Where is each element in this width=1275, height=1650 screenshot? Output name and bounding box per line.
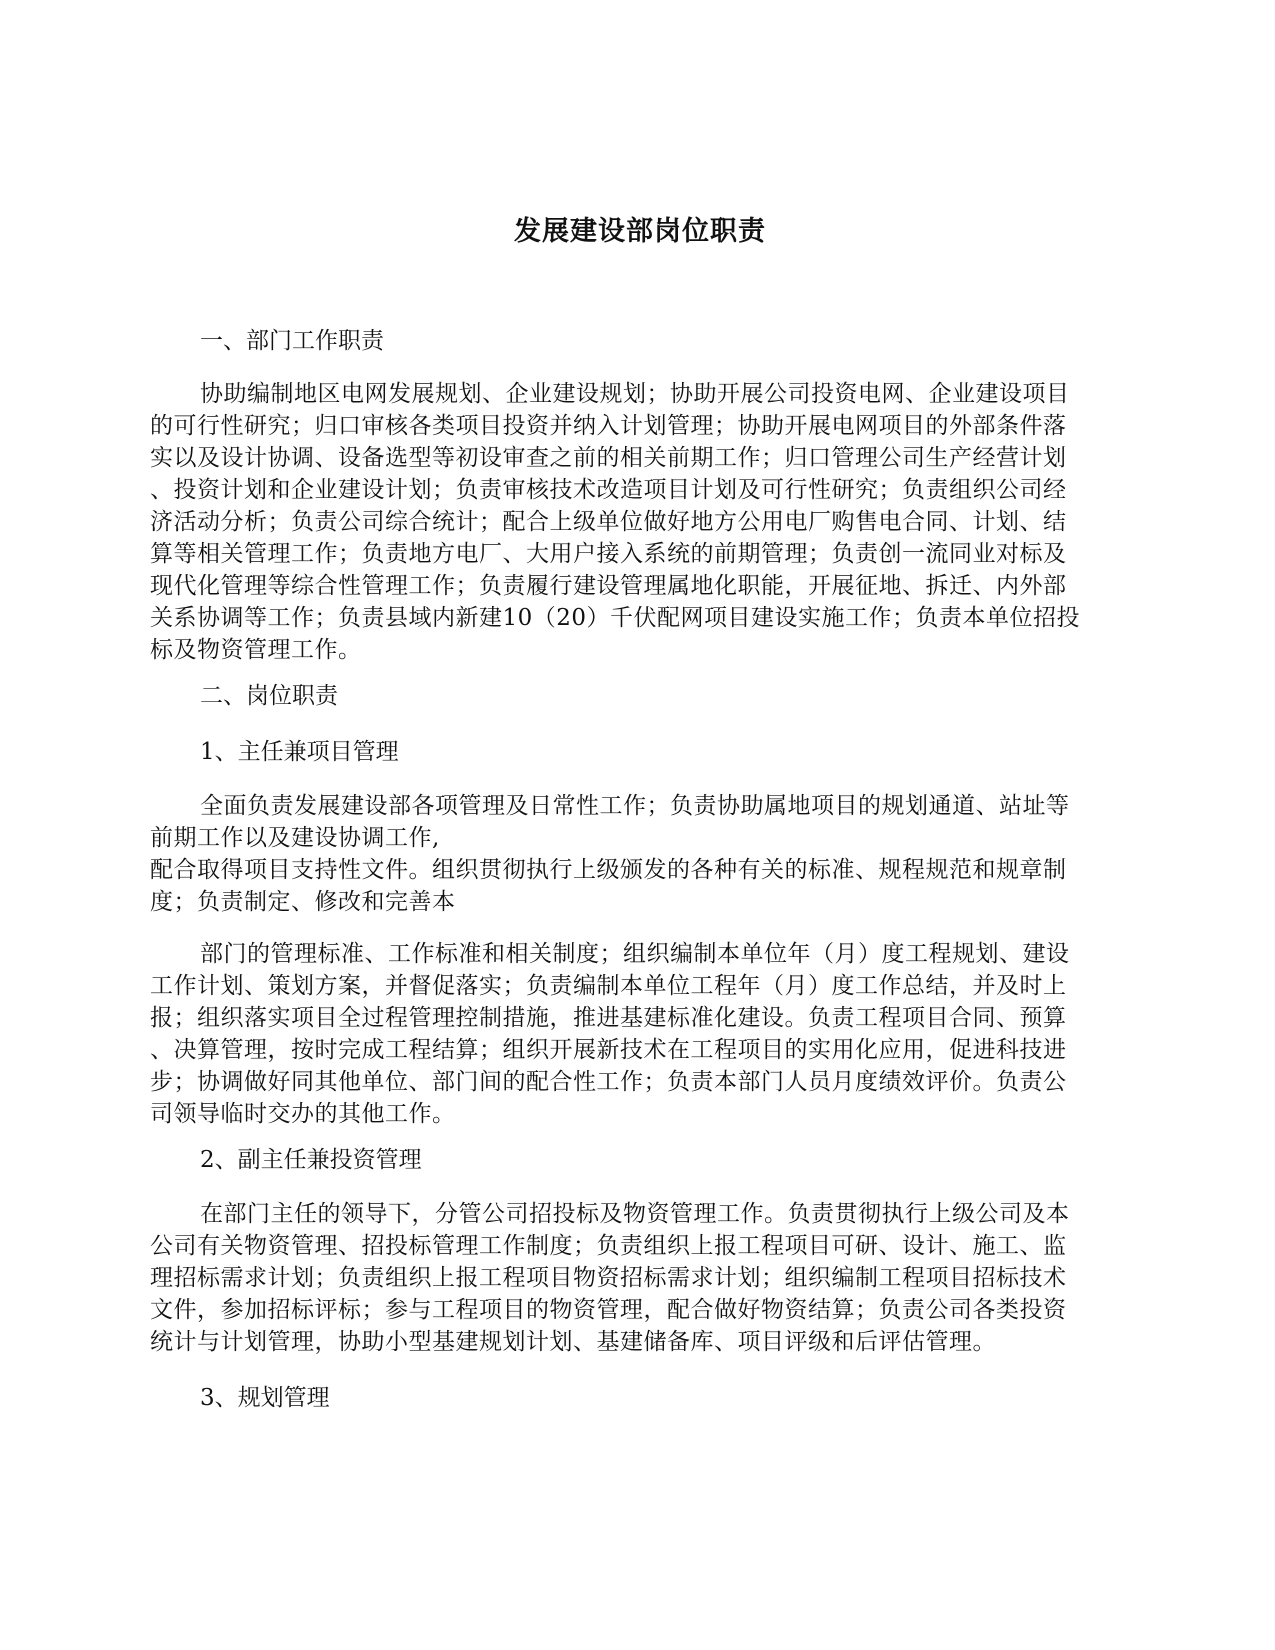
text-line: 配合取得项目支持性文件。组织贯彻执行上级颁发的各种有关的标准、规程规范和规章制 (150, 857, 1067, 883)
text-line: 、决算管理，按时完成工程结算；组织开展新技术在工程项目的实用化应用，促进科技进 (150, 1037, 1067, 1063)
text-line: 文件，参加招标评标；参与工程项目的物资管理，配合做好物资结算；负责公司各类投资 (150, 1297, 1067, 1323)
director-duties-paragraph-2 (150, 938, 1130, 1130)
role-heading-deputy-director: 2、副主任兼投资管理 (200, 1147, 422, 1173)
text-line: 前期工作以及建设协调工作, (150, 825, 440, 851)
director-duties-paragraph-1 (150, 790, 1130, 918)
text-line: 度；负责制定、修改和完善本 (150, 889, 456, 915)
section-heading-department-duties: 一、部门工作职责 (200, 328, 384, 354)
document-title: 发展建设部岗位职责 (514, 216, 766, 247)
text-line: 现代化管理等综合性管理工作；负责履行建设管理属地化职能，开展征地、拆迁、内外部 (150, 573, 1067, 599)
text-line: 理招标需求计划；负责组织上报工程项目物资招标需求计划；组织编制工程项目招标技术 (150, 1265, 1067, 1291)
role-heading-planning: 3、规划管理 (200, 1385, 330, 1411)
text-line: 全面负责发展建设部各项管理及日常性工作；负责协助属地项目的规划通道、站址等 (200, 793, 1070, 819)
text-line: 部门的管理标准、工作标准和相关制度；组织编制本单位年（月）度工程规划、建设 (200, 941, 1070, 967)
text-line: 工作计划、策划方案，并督促落实；负责编制本单位工程年（月）度工作总结，并及时上 (150, 973, 1067, 999)
role-heading-director: 1、主任兼项目管理 (200, 739, 399, 765)
text-line: 关系协调等工作；负责县域内新建10（20）千伏配网项目建设实施工作；负责本单位招投 (150, 605, 1081, 631)
text-line: 统计与计划管理，协助小型基建规划计划、基建储备库、项目评级和后评估管理。 (150, 1329, 996, 1355)
text-line: 报；组织落实项目全过程管理控制措施，推进基建标准化建设。负责工程项目合同、预算 (150, 1005, 1067, 1031)
text-line: 实以及设计协调、设备选型等初设审查之前的相关前期工作；归口管理公司生产经营计划 (150, 445, 1067, 471)
department-duties-paragraph (150, 378, 1130, 666)
text-line: 算等相关管理工作；负责地方电厂、大用户接入系统的前期管理；负责创一流同业对标及 (150, 541, 1067, 567)
text-line: 司领导临时交办的其他工作。 (150, 1101, 456, 1127)
text-line: 的可行性研究；归口审核各类项目投资并纳入计划管理；协助开展电网项目的外部条件落 (150, 413, 1067, 439)
text-line: 济活动分析；负责公司综合统计；配合上级单位做好地方公用电厂购售电合同、计划、结 (150, 509, 1067, 535)
text-line: 协助编制地区电网发展规划、企业建设规划；协助开展公司投资电网、企业建设项目 (200, 381, 1070, 407)
text-line: 、投资计划和企业建设计划；负责审核技术改造项目计划及可行性研究；负责组织公司经 (150, 477, 1067, 503)
text-line: 公司有关物资管理、招投标管理工作制度；负责组织上报工程项目可研、设计、施工、监 (150, 1233, 1067, 1259)
text-line: 在部门主任的领导下，分管公司招投标及物资管理工作。负责贯彻执行上级公司及本 (200, 1201, 1070, 1227)
text-line: 标及物资管理工作。 (150, 637, 362, 663)
text-line: 步；协调做好同其他单位、部门间的配合性工作；负责本部门人员月度绩效评价。负责公 (150, 1069, 1067, 1095)
section-heading-post-duties: 二、岗位职责 (200, 683, 338, 709)
deputy-director-duties-paragraph (150, 1198, 1130, 1358)
